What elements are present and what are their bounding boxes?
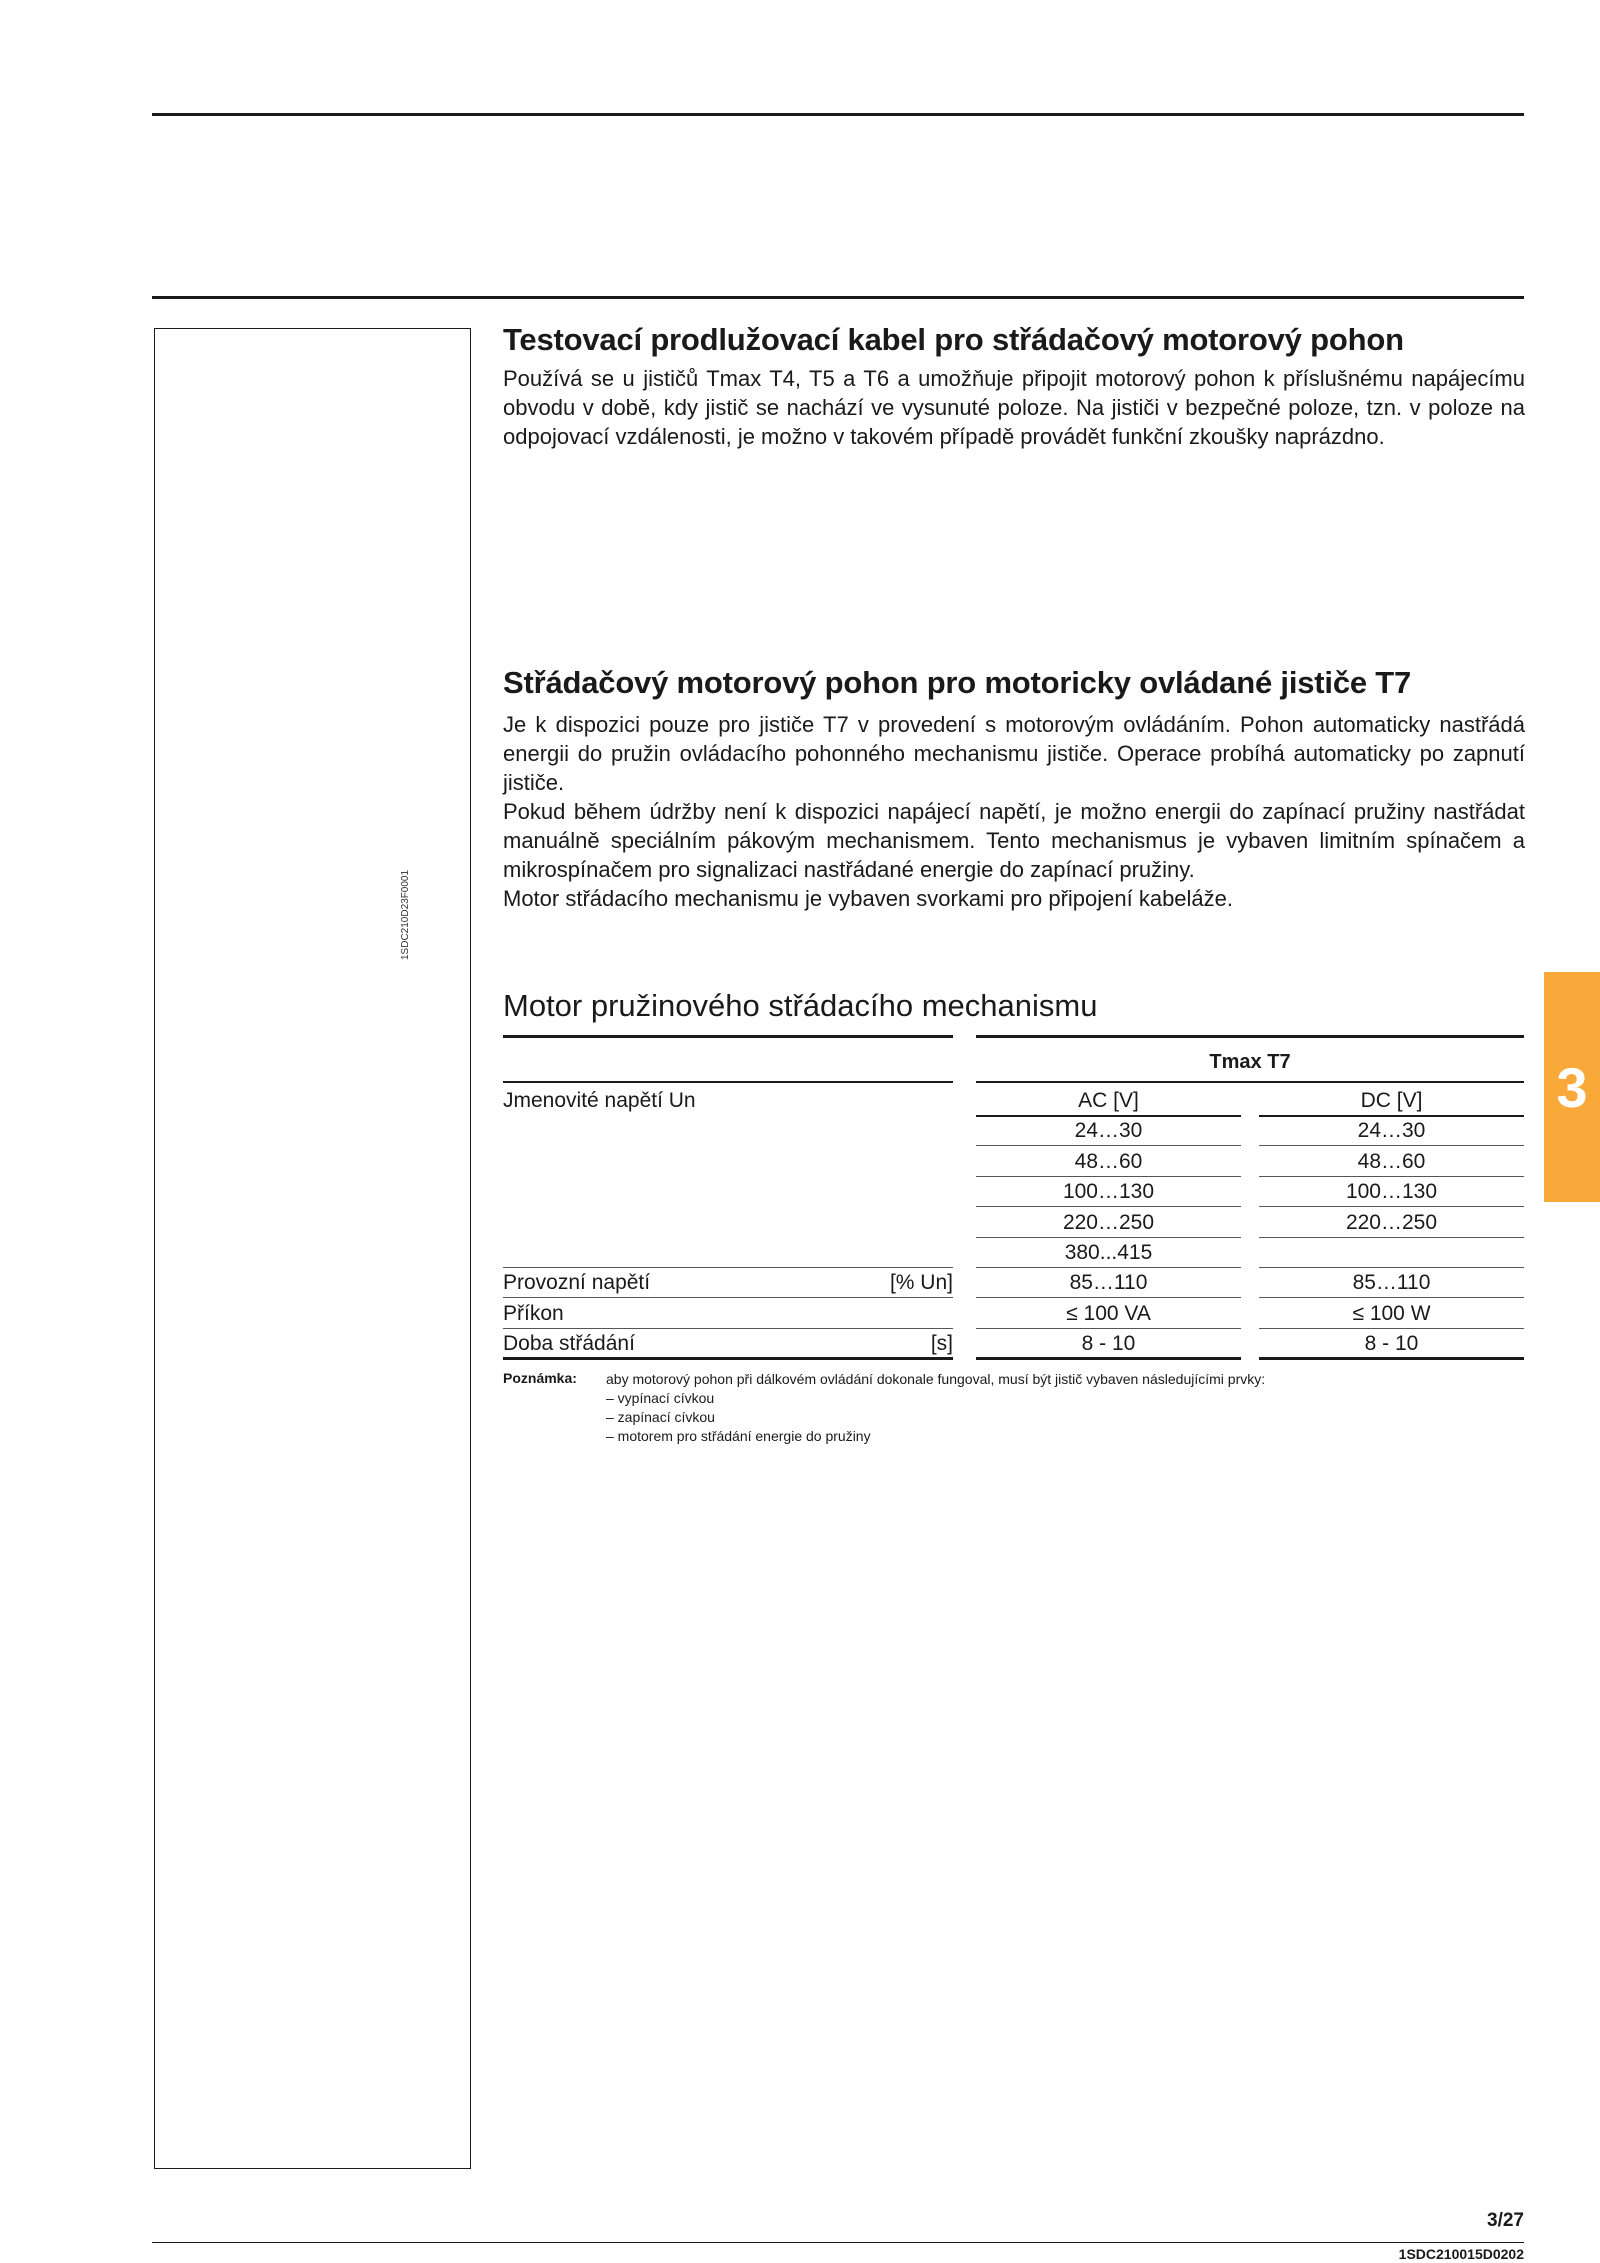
operating-voltage-dc: 85…110 — [1352, 1271, 1431, 1294]
note-line: – vypínací cívkou — [606, 1390, 715, 1406]
power-input-label: Příkon — [503, 1302, 564, 1325]
row-divider — [1259, 1237, 1524, 1238]
ac-value: 220…250 — [1062, 1211, 1155, 1234]
operating-voltage-unit: [% Un] — [889, 1271, 953, 1294]
row-divider — [1259, 1176, 1524, 1177]
section2-paragraph-1: Je k dispozici pouze pro jističe T7 v provedení s motorovým ovládáním. Pohon automaticky nastřádá energii do pružin ovládacího pohonného mechanismu jističe. Operace probíhá automaticky po zapnutí jističe. — [503, 712, 1525, 795]
table-product-rule — [976, 1081, 1524, 1083]
dc-value: 48…60 — [1357, 1150, 1426, 1173]
section2-title: Střádačový motorový pohon pro motoricky ovládané jističe T7 — [503, 665, 1412, 700]
charging-time-dc: 8 - 10 — [1364, 1332, 1419, 1355]
ac-value: 100…130 — [1062, 1180, 1155, 1203]
row-divider — [503, 1328, 953, 1329]
rated-voltage-label: Jmenovité napětí Un — [503, 1089, 696, 1112]
note-line: aby motorový pohon při dálkovém ovládání dokonale fungoval, musí být jistič vybaven následujícími prvky: — [606, 1371, 1266, 1387]
section1-paragraph: Používá se u jističů Tmax T4, T5 a T6 a umožňuje připojit motorový pohon k příslušnému napájecímu obvodu v době, kdy jistič se nachází ve vysunuté poloze. Na jističi v bezpečné poloze, tzn. v poloze na odpojovací vzdálenosti, je možno v takovém případě provádět funkční zkoušky naprázdno. — [503, 366, 1525, 449]
charging-time-unit: [s] — [930, 1332, 953, 1355]
table-title: Motor pružinového střádacího mechanismu — [503, 988, 1098, 1023]
dc-header-rule — [1259, 1115, 1524, 1117]
row-divider — [976, 1176, 1241, 1177]
row-divider — [976, 1145, 1241, 1146]
power-input-ac: ≤ 100 VA — [1066, 1302, 1151, 1325]
table-label-header-rule — [503, 1081, 953, 1083]
row-divider — [976, 1206, 1241, 1207]
section2-paragraph-3: Motor střádacího mechanismu je vybaven svorkami pro připojení kabeláže. — [503, 886, 1234, 911]
ac-value: 24…30 — [1074, 1119, 1143, 1142]
row-divider — [1259, 1267, 1524, 1268]
charging-time-ac: 8 - 10 — [1081, 1332, 1136, 1355]
note-line: – zapínací cívkou — [606, 1409, 715, 1425]
dc-column-header: DC [V] — [1360, 1089, 1423, 1112]
table-bottom-rule-left — [503, 1357, 953, 1360]
row-divider — [976, 1297, 1241, 1298]
row-divider — [1259, 1206, 1524, 1207]
chapter-tab: 3 — [1544, 972, 1600, 1202]
operating-voltage-ac: 85…110 — [1069, 1271, 1148, 1294]
top-rule — [152, 113, 1524, 116]
row-divider — [976, 1267, 1241, 1268]
note-text — [606, 1370, 1265, 1446]
row-divider — [976, 1328, 1241, 1329]
section1-body — [503, 364, 1525, 451]
row-divider — [1259, 1145, 1524, 1146]
figure-code: 1SDC210D23F0001 — [400, 869, 411, 960]
note-line: – motorem pro střádání energie do pružiny — [606, 1428, 871, 1444]
section2-body — [503, 710, 1525, 913]
header-rule — [152, 296, 1524, 299]
row-divider — [503, 1267, 953, 1268]
note-label: Poznámka: — [503, 1370, 577, 1386]
row-divider — [1259, 1328, 1524, 1329]
dc-value: 100…130 — [1345, 1180, 1438, 1203]
row-divider — [503, 1297, 953, 1298]
dc-value: 24…30 — [1357, 1119, 1426, 1142]
table-right-top-rule — [976, 1035, 1524, 1038]
row-divider — [976, 1237, 1241, 1238]
operating-voltage-label: Provozní napětí — [503, 1271, 651, 1294]
ac-column-header: AC [V] — [1078, 1089, 1139, 1112]
footer-rule — [152, 2242, 1524, 2243]
document-code: 1SDC210015D0202 — [1398, 2246, 1524, 2262]
ac-value: 380...415 — [1064, 1241, 1153, 1264]
page-number: 3/27 — [1487, 2210, 1524, 2231]
dc-value: 220…250 — [1345, 1211, 1438, 1234]
ac-value: 48…60 — [1074, 1150, 1143, 1173]
row-divider — [1259, 1297, 1524, 1298]
section2-paragraph-2: Pokud během údržby není k dispozici napájecí napětí, je možno energii do zapínací pružiny nastřádat manuálně speciálním pákovým mechanismem. Tento mechanismus je vybaven limitním spínačem a mikrospínačem pro signalizaci nastřádané energie do zapínací pružiny. — [503, 799, 1525, 882]
table-left-top-rule — [503, 1035, 953, 1038]
power-input-dc: ≤ 100 W — [1352, 1302, 1431, 1325]
table-bottom-rule-dc — [1259, 1357, 1524, 1360]
figure-placeholder — [154, 328, 471, 2169]
ac-header-rule — [976, 1115, 1241, 1117]
table-bottom-rule-ac — [976, 1357, 1241, 1360]
product-header: Tmax T7 — [1209, 1051, 1291, 1073]
charging-time-label: Doba střádání — [503, 1332, 635, 1355]
section1-title: Testovací prodlužovací kabel pro střádačový motorový pohon — [503, 322, 1404, 357]
